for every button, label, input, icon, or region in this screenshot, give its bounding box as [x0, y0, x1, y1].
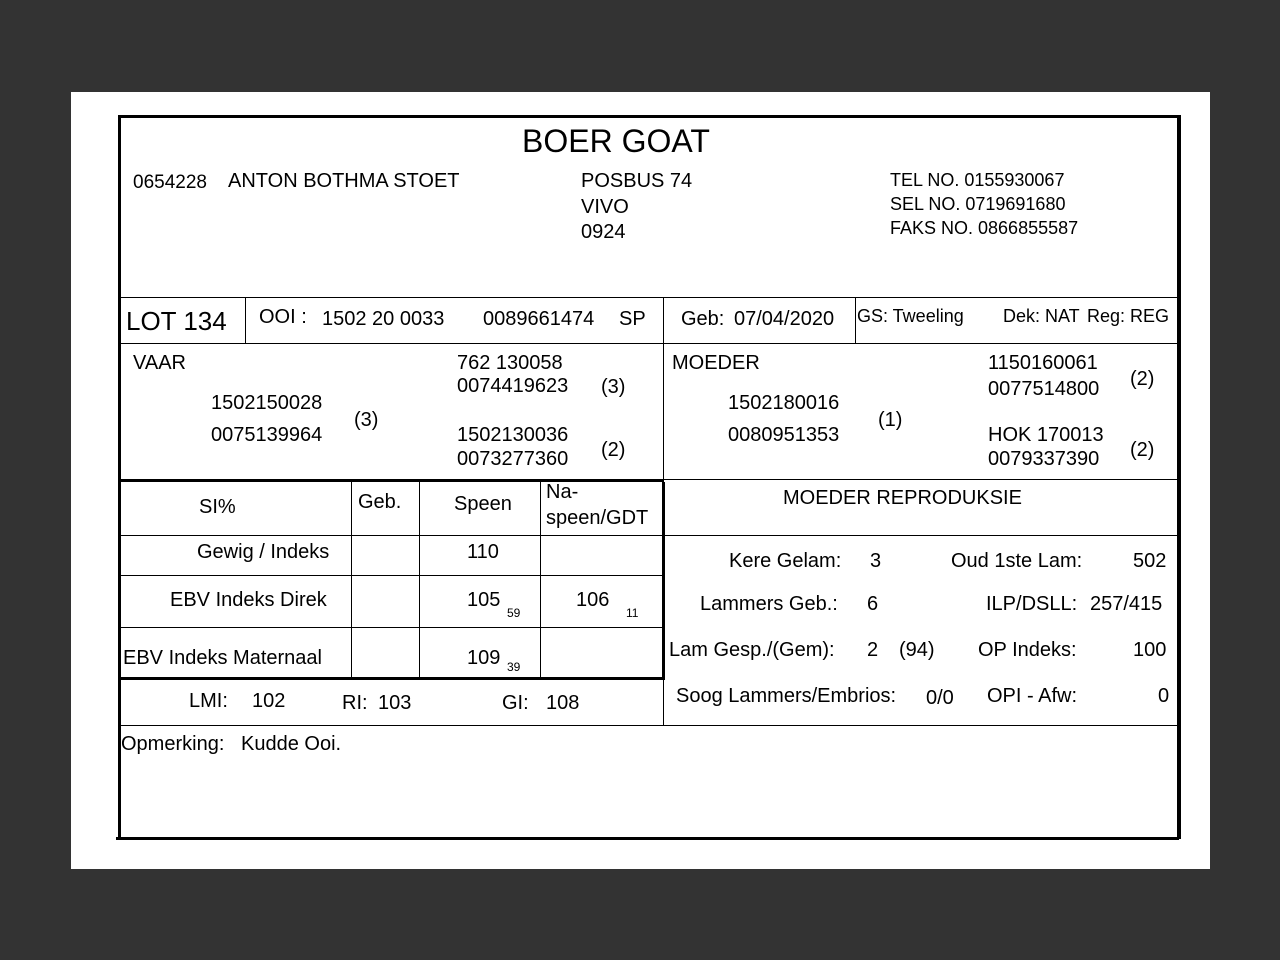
- geb-date: 07/04/2020: [734, 308, 835, 330]
- owner-name: ANTON BOTHMA STOET: [228, 170, 460, 192]
- divider-row2: [120, 627, 663, 628]
- ri-value: 103: [378, 692, 412, 714]
- moeder-sire-id2: 0077514800: [988, 378, 1100, 400]
- si-header: SI%: [199, 496, 236, 518]
- gs-value: GS: Tweeling: [857, 306, 964, 326]
- soog-label: Soog Lammers/Embrios:: [676, 685, 897, 707]
- divider-geb-gs: [855, 297, 856, 343]
- lammers-value: 6: [867, 593, 879, 615]
- soog-value: 0/0: [926, 687, 954, 709]
- gem-value: (94): [899, 639, 935, 661]
- gi-value: 108: [546, 692, 580, 714]
- moeder-dam-id1: HOK 170013: [988, 424, 1104, 446]
- oud-value: 502: [1133, 550, 1167, 572]
- address-line-1: POSBUS 74: [581, 170, 693, 192]
- vaar-dam-id1: 1502130036: [457, 424, 569, 446]
- gesp-value: 2: [867, 639, 879, 661]
- naspeen-header-2: speen/GDT: [546, 507, 649, 529]
- divider-row3: [120, 677, 665, 680]
- divider-vaar-bottom: [120, 479, 663, 482]
- row-direk-label: EBV Indeks Direk: [170, 589, 327, 611]
- lammers-label: Lammers Geb.:: [700, 593, 838, 615]
- opi-value: 0: [1158, 685, 1170, 707]
- row-maternaal-label: EBV Indeks Maternaal: [123, 647, 322, 669]
- moeder-id2: 0080951353: [728, 424, 840, 446]
- divider-lot-ooi: [245, 297, 246, 343]
- geb-label: Geb:: [681, 308, 725, 330]
- ooi-label: OOI :: [259, 306, 307, 328]
- document-title: BOER GOAT: [522, 123, 710, 159]
- op-label: OP Indeks:: [978, 639, 1077, 661]
- speen-header: Speen: [454, 493, 512, 515]
- divider-row1: [120, 575, 663, 576]
- moeder-dam-id2: 0079337390: [988, 448, 1100, 470]
- gesp-label: Lam Gesp./(Gem):: [669, 639, 835, 661]
- address-line-2: VIVO: [581, 196, 629, 218]
- ooi-number: 1502 20 0033: [322, 308, 445, 330]
- ilp-value: 257/415: [1090, 593, 1163, 615]
- kere-label: Kere Gelam:: [729, 550, 842, 572]
- divider-header: [120, 297, 1178, 298]
- oud-label: Oud 1ste Lam:: [951, 550, 1083, 572]
- ilp-label: ILP/DSLL:: [986, 593, 1078, 615]
- opmerking-value: Kudde Ooi.: [241, 733, 342, 755]
- row-direk-naspeen-sub: 11: [626, 606, 639, 620]
- lot-number: LOT 134: [126, 306, 227, 336]
- tel-number: TEL NO. 0155930067: [890, 170, 1065, 190]
- moeder-sire-id1: 1150160061: [988, 352, 1098, 374]
- row-gewig-label: Gewig / Indeks: [197, 541, 330, 563]
- vaar-id1: 1502150028: [211, 392, 323, 414]
- row-maternaal-speen-sub: 39: [507, 660, 521, 674]
- ooi-id: 0089661474: [483, 308, 595, 330]
- document-sheet: [71, 92, 1210, 869]
- dek-value: Dek: NAT: [1003, 306, 1080, 326]
- reproduksie-title: MOEDER REPRODUKSIE: [783, 487, 1022, 509]
- col-speen: [419, 482, 420, 678]
- moeder-sire-count: (2): [1130, 368, 1155, 390]
- vaar-count: (3): [354, 409, 379, 431]
- divider-table-header: [120, 535, 1178, 536]
- lmi-label: LMI:: [189, 690, 228, 712]
- naspeen-header-1: Na-: [546, 481, 579, 503]
- vaar-sire-id1: 762 130058: [457, 352, 563, 374]
- divider-lot: [120, 343, 1178, 344]
- geb-header: Geb.: [358, 491, 402, 513]
- faks-number: FAKS NO. 0866855587: [890, 218, 1079, 238]
- row-maternaal-speen: 109: [467, 647, 501, 669]
- op-value: 100: [1133, 639, 1167, 661]
- border-bottom: [116, 837, 1179, 840]
- moeder-dam-count: (2): [1130, 439, 1155, 461]
- moeder-id1: 1502180016: [728, 392, 840, 414]
- row-gewig-speen: 110: [467, 541, 499, 563]
- col-naspeen: [540, 482, 541, 678]
- vaar-label: VAAR: [133, 352, 186, 374]
- sel-number: SEL NO. 0719691680: [890, 194, 1066, 214]
- row-direk-naspeen: 106: [576, 589, 610, 611]
- col-right-thick: [662, 482, 665, 678]
- border-top: [118, 115, 1181, 118]
- border-right: [1177, 115, 1181, 839]
- opmerking-label: Opmerking:: [121, 733, 225, 755]
- vaar-sire-count: (3): [601, 376, 626, 398]
- vaar-dam-count: (2): [601, 439, 626, 461]
- reg-value: Reg: REG: [1087, 306, 1170, 326]
- vaar-sire-id2: 0074419623: [457, 375, 569, 397]
- divider-moeder-bottom: [663, 479, 1178, 480]
- address-line-3: 0924: [581, 221, 626, 243]
- moeder-label: MOEDER: [672, 352, 760, 374]
- vaar-id2: 0075139964: [211, 424, 323, 446]
- ooi-code: SP: [619, 308, 646, 330]
- divider-lmi: [120, 725, 1178, 726]
- gi-label: GI:: [502, 692, 529, 714]
- col-geb: [351, 482, 352, 678]
- opi-label: OPI - Afw:: [987, 685, 1078, 707]
- row-direk-speen: 105: [467, 589, 501, 611]
- lmi-value: 102: [252, 690, 286, 712]
- row-direk-speen-sub: 59: [507, 606, 521, 620]
- owner-id: 0654228: [133, 172, 207, 193]
- moeder-count: (1): [878, 409, 903, 431]
- vaar-dam-id2: 0073277360: [457, 448, 569, 470]
- border-left: [118, 115, 121, 839]
- kere-value: 3: [870, 550, 882, 572]
- ri-label: RI:: [342, 692, 368, 714]
